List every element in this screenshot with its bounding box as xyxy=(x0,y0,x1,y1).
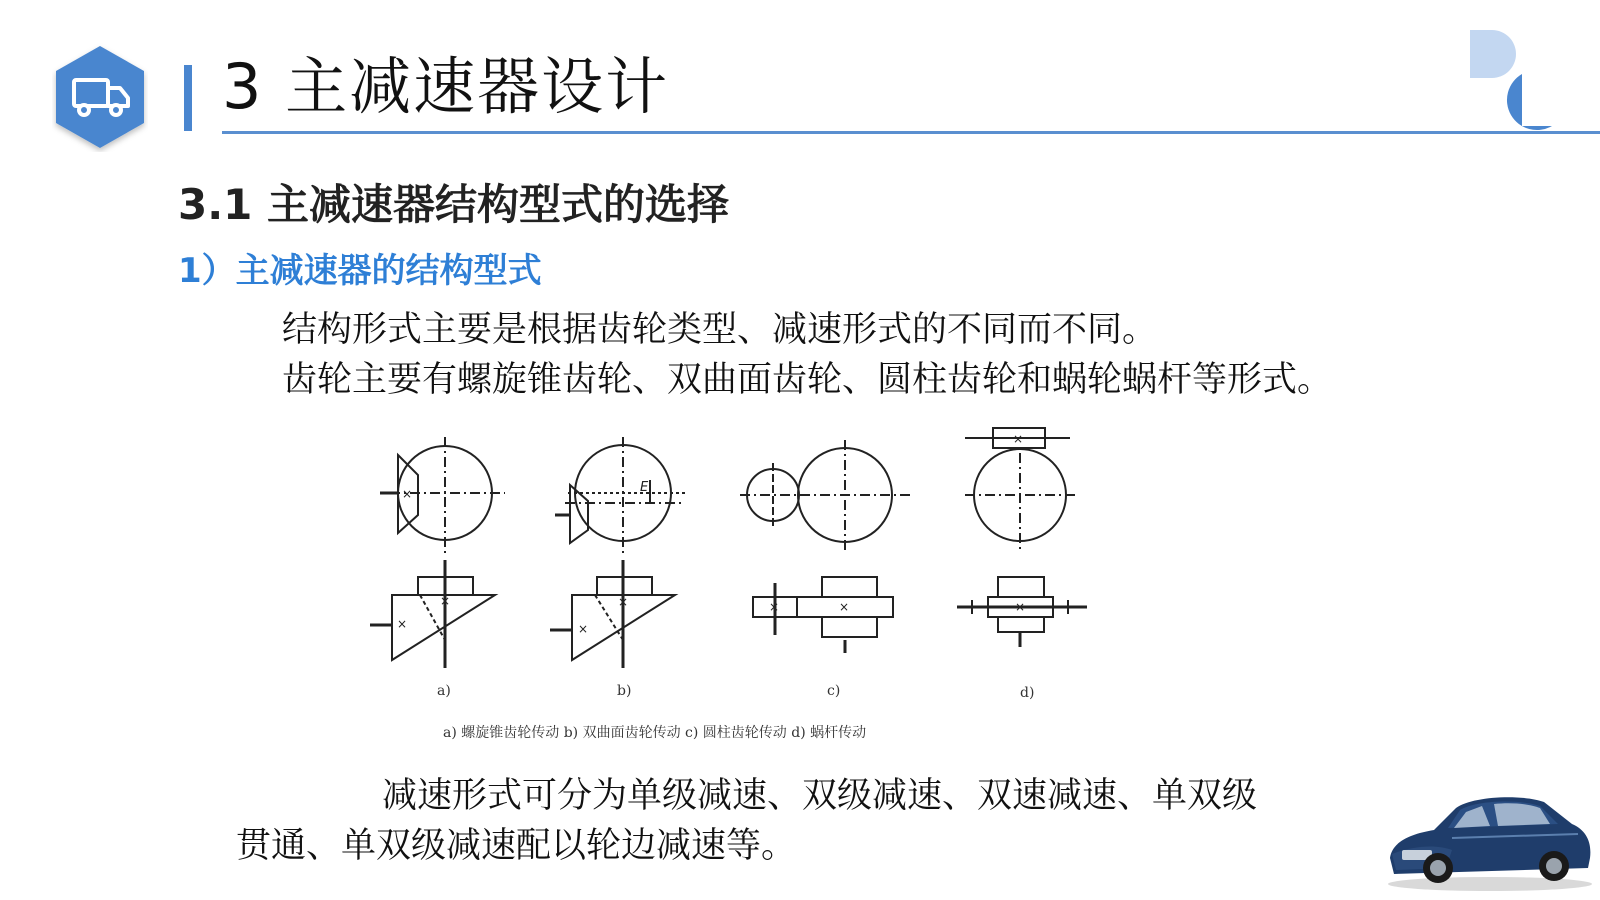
figure-caption: a) 螺旋锥齿轮传动 b) 双曲面齿轮传动 c) 圆柱齿轮传动 d) 蜗杆传动 xyxy=(443,725,867,741)
body-paragraph-2: 齿轮主要有螺旋锥齿轮、双曲面齿轮、圆柱齿轮和蜗轮蜗杆等形式。 xyxy=(282,360,1333,400)
svg-text:×: × xyxy=(397,617,408,631)
title-accent-bar xyxy=(184,65,192,131)
figure-label-d: d) xyxy=(1020,685,1035,701)
svg-text:×: × xyxy=(769,600,780,614)
gear-transmission-figure xyxy=(360,425,1140,760)
svg-text:×: × xyxy=(1015,600,1026,614)
svg-text:×: × xyxy=(402,487,413,501)
figure-label-a: a) xyxy=(437,683,451,699)
diagram-d xyxy=(957,428,1087,647)
diagram-a xyxy=(370,437,505,668)
title-divider xyxy=(222,131,1600,134)
dimension-label-e: E xyxy=(640,480,649,495)
subsection-title: 1）主减速器的结构型式 xyxy=(178,251,542,291)
section-title: 3.1 主减速器结构型式的选择 xyxy=(178,180,730,229)
figure-label-c: c) xyxy=(827,683,841,699)
figure-label-b: b) xyxy=(617,683,632,699)
svg-text:×: × xyxy=(618,595,629,609)
car-icon xyxy=(1382,780,1594,892)
page-title: 3 主减速器设计 xyxy=(222,50,670,123)
body-paragraph-4: 贯通、单双级减速配以轮边减速等。 xyxy=(236,826,797,866)
diagram-b xyxy=(550,437,685,668)
svg-text:×: × xyxy=(578,622,589,636)
svg-text:×: × xyxy=(1013,432,1024,446)
body-paragraph-3: 减速形式可分为单级减速、双级减速、双速减速、单双级 xyxy=(382,776,1258,816)
svg-text:×: × xyxy=(440,594,451,608)
logo-badge xyxy=(52,42,148,152)
svg-text:×: × xyxy=(839,600,850,614)
corner-decoration xyxy=(1460,26,1600,136)
diagram-c xyxy=(740,440,910,653)
body-paragraph-1: 结构形式主要是根据齿轮类型、减速形式的不同而不同。 xyxy=(282,310,1158,350)
